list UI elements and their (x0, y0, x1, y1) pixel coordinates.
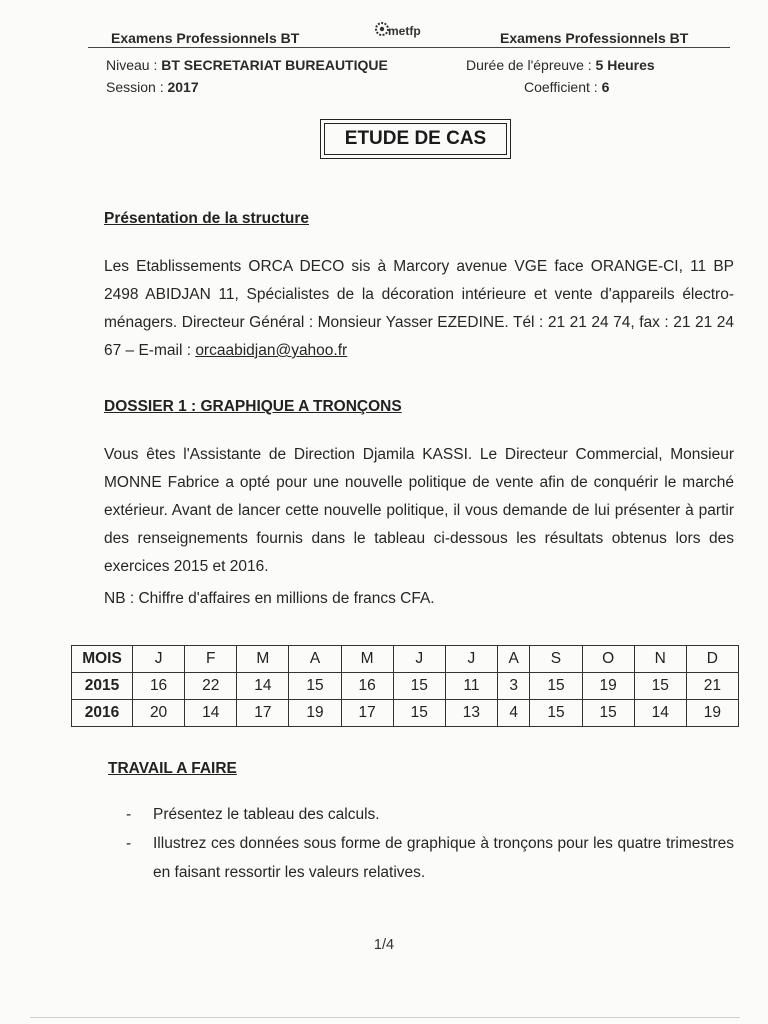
value-cell: 14 (634, 700, 686, 727)
presentation-paragraph (104, 253, 734, 365)
value-cell: 14 (185, 700, 237, 727)
month-cell: F (185, 646, 237, 673)
dossier-heading-part1: DOSSIER (104, 398, 174, 415)
value-cell: 15 (582, 700, 634, 727)
list-item-text: Présentez le tableau des calculs. (153, 806, 380, 823)
niveau-label: Niveau : (106, 57, 158, 73)
value-cell: 19 (686, 700, 738, 727)
month-cell: M (237, 646, 289, 673)
svg-text:metfp: metfp (388, 24, 421, 38)
table-row (72, 673, 739, 700)
value-cell: 4 (497, 700, 529, 727)
title-box (320, 119, 511, 159)
header-left: Examens Professionnels BT (111, 30, 300, 46)
page-number: 1/4 (373, 937, 395, 953)
header-divider (88, 47, 730, 48)
table-header-row (72, 646, 739, 673)
dossier-paragraph: Vous êtes l'Assistante de Direction Djamila KASSI. Le Directeur Commercial, Monsieur MONNE Fabrice a opté pour une nouvelle politique de vente afin de conquérir le marché extérieur. Avant de lancer cette nouvelle politique, il vous demande de lui présenter à partir des renseignements fournis dans le tableau ci-dessous les résultats obtenus lors des exercices 2015 et 2016. (104, 446, 734, 575)
duree-label: Durée de l'épreuve : (466, 57, 592, 73)
travail-list (126, 800, 734, 887)
value-cell: 19 (289, 700, 341, 727)
list-item-text: Illustrez ces données sous forme de graphique à tronçons pour les quatre trimestres en faisant ressortir les valeurs relatives. (153, 835, 734, 881)
dash-bullet-icon: - (126, 806, 132, 823)
coefficient-value: 6 (601, 79, 610, 95)
scan-edge (30, 1017, 740, 1018)
value-cell: 14 (237, 673, 289, 700)
month-cell: J (133, 646, 185, 673)
table-row (72, 700, 739, 727)
niveau-line (106, 57, 388, 73)
value-cell: 15 (530, 700, 582, 727)
presentation-heading: Présentation de la structure (104, 210, 310, 227)
month-cell: S (530, 646, 582, 673)
value-cell: 11 (445, 673, 497, 700)
value-cell: 15 (393, 700, 445, 727)
list-item (126, 829, 734, 887)
header-right: Examens Professionnels BT (500, 30, 689, 46)
email-link[interactable]: orcaabidjan@yahoo.fr (195, 342, 348, 359)
presentation-text: Les Etablissements ORCA DECO sis à Marcory avenue VGE face ORANGE-CI, 11 BP 2498 ABIDJAN 11, Spécialistes de la décoration intérieure et vente d'appareils électro-ménagers. Directeur Général : Monsieur Yasser EZEDINE. Tél : 21 21 24 74, fax : 21 21 24 67 – E-mail : (104, 258, 734, 359)
table-header-label: MOIS (72, 646, 133, 673)
dossier-heading (104, 398, 402, 416)
value-cell: 21 (686, 673, 738, 700)
sales-table (71, 645, 739, 727)
dossier-heading-part2: 1 : GRAPHIQUE A TRONÇONS (173, 398, 402, 415)
value-cell: 15 (634, 673, 686, 700)
month-cell: J (445, 646, 497, 673)
session-line (106, 79, 199, 95)
month-cell: A (289, 646, 341, 673)
travail-heading: TRAVAIL A FAIRE (108, 760, 237, 777)
duree-value: 5 Heures (595, 57, 655, 73)
value-cell: 19 (582, 673, 634, 700)
year-cell: 2015 (72, 673, 133, 700)
value-cell: 20 (133, 700, 185, 727)
month-cell: D (686, 646, 738, 673)
metfp-logo (374, 20, 422, 42)
value-cell: 16 (133, 673, 185, 700)
value-cell: 17 (341, 700, 393, 727)
coefficient-label: Coefficient : (524, 79, 598, 95)
value-cell: 13 (445, 700, 497, 727)
month-cell: N (634, 646, 686, 673)
value-cell: 15 (530, 673, 582, 700)
coefficient-line (524, 79, 609, 95)
value-cell: 16 (341, 673, 393, 700)
value-cell: 15 (393, 673, 445, 700)
session-value: 2017 (167, 79, 199, 95)
month-cell: A (497, 646, 529, 673)
value-cell: 3 (497, 673, 529, 700)
session-label: Session : (106, 79, 164, 95)
dash-bullet-icon: - (126, 835, 132, 852)
duree-line (466, 57, 655, 73)
niveau-value: BT SECRETARIAT BUREAUTIQUE (161, 57, 388, 73)
year-cell: 2016 (72, 700, 133, 727)
value-cell: 22 (185, 673, 237, 700)
list-item (126, 800, 734, 829)
month-cell: J (393, 646, 445, 673)
value-cell: 17 (237, 700, 289, 727)
page-title: ETUDE DE CAS (324, 123, 507, 155)
month-cell: M (341, 646, 393, 673)
month-cell: O (582, 646, 634, 673)
dossier-nb: NB : Chiffre d'affaires en millions de francs CFA. (104, 590, 435, 607)
value-cell: 15 (289, 673, 341, 700)
